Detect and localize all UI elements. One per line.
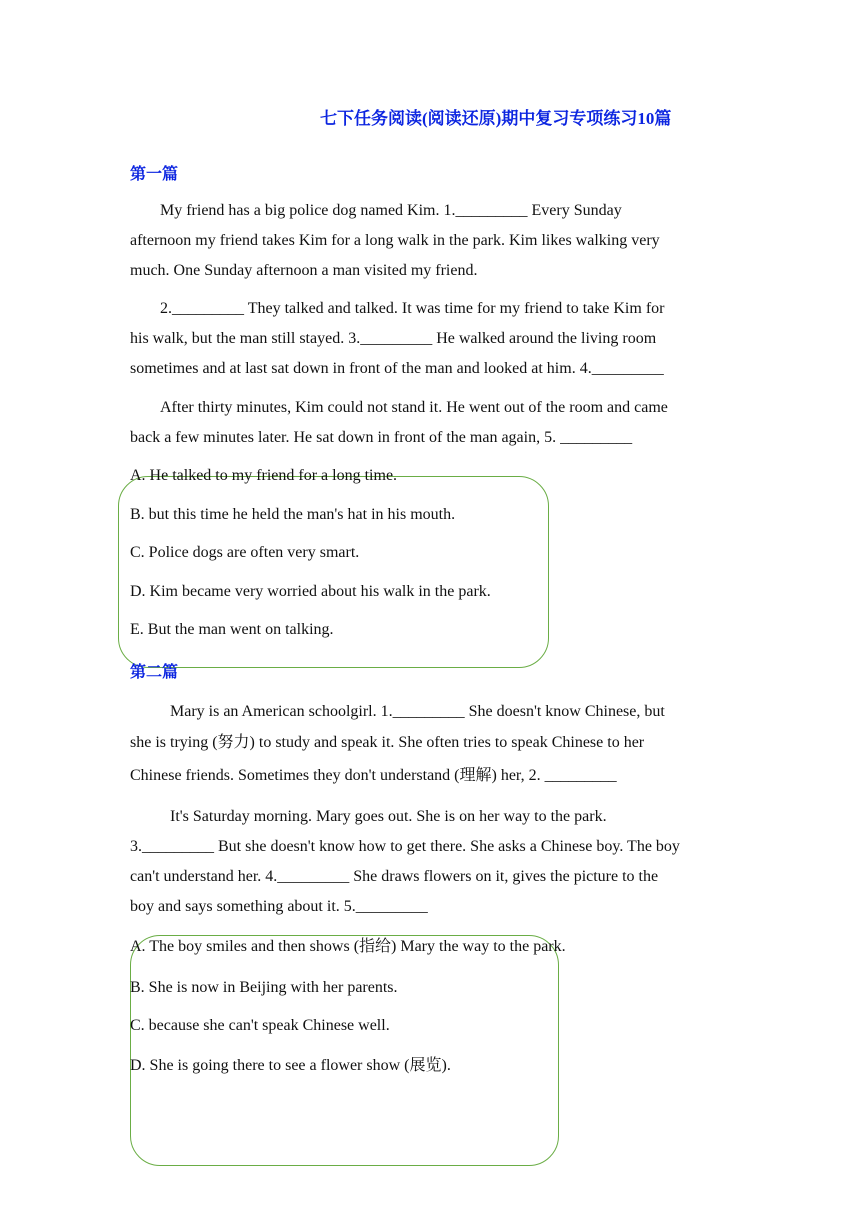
passage-line: back a few minutes later. He sat down in front of the man again, 5. _________ <box>130 429 633 446</box>
page-title: 七下任务阅读(阅读还原)期中复习专项练习10篇 <box>320 109 672 128</box>
option-item: A. The boy smiles and then shows (指给) Mary the way to the park. <box>130 938 566 955</box>
option-item: C. because she can't speak Chinese well. <box>130 1017 390 1034</box>
option-item: B. She is now in Beijing with her parents. <box>130 979 398 996</box>
section-heading-2: 第二篇 <box>130 664 179 681</box>
passage-line: afternoon my friend takes Kim for a long walk in the park. Kim likes walking very <box>130 232 660 249</box>
section-heading-1: 第一篇 <box>130 166 179 183</box>
passage-line: Mary is an American schoolgirl. 1._________ She doesn't know Chinese, but <box>170 703 665 720</box>
passage-line: It's Saturday morning. Mary goes out. She is on her way to the park. <box>170 808 607 825</box>
passage-line: much. One Sunday afternoon a man visited my friend. <box>130 262 478 279</box>
passage-line: she is trying (努力) to study and speak it. She often tries to speak Chinese to her <box>130 734 645 751</box>
option-item: D. She is going there to see a flower show (展览). <box>130 1057 451 1074</box>
passage-line: After thirty minutes, Kim could not stand it. He went out of the room and came <box>160 399 668 416</box>
option-item: D. Kim became very worried about his walk in the park. <box>130 583 491 600</box>
passage-line: his walk, but the man still stayed. 3._________ He walked around the living room <box>130 330 657 347</box>
passage-line: sometimes and at last sat down in front of the man and looked at him. 4._________ <box>130 360 664 377</box>
passage-line: 2._________ They talked and talked. It was time for my friend to take Kim for <box>160 300 665 317</box>
passage-line: can't understand her. 4._________ She draws flowers on it, gives the picture to the <box>130 868 659 885</box>
option-item: A. He talked to my friend for a long time. <box>130 467 398 484</box>
passage-line: boy and says something about it. 5._________ <box>130 898 428 915</box>
passage-line: 3._________ But she doesn't know how to get there. She asks a Chinese boy. The boy <box>130 838 680 855</box>
passage-line: Chinese friends. Sometimes they don't understand (理解) her, 2. _________ <box>130 767 617 784</box>
option-item: E. But the man went on talking. <box>130 621 334 638</box>
option-item: B. but this time he held the man's hat in his mouth. <box>130 506 456 523</box>
option-item: C. Police dogs are often very smart. <box>130 544 360 561</box>
options-frame-2 <box>130 935 559 1166</box>
passage-line: My friend has a big police dog named Kim. 1._________ Every Sunday <box>160 202 622 219</box>
